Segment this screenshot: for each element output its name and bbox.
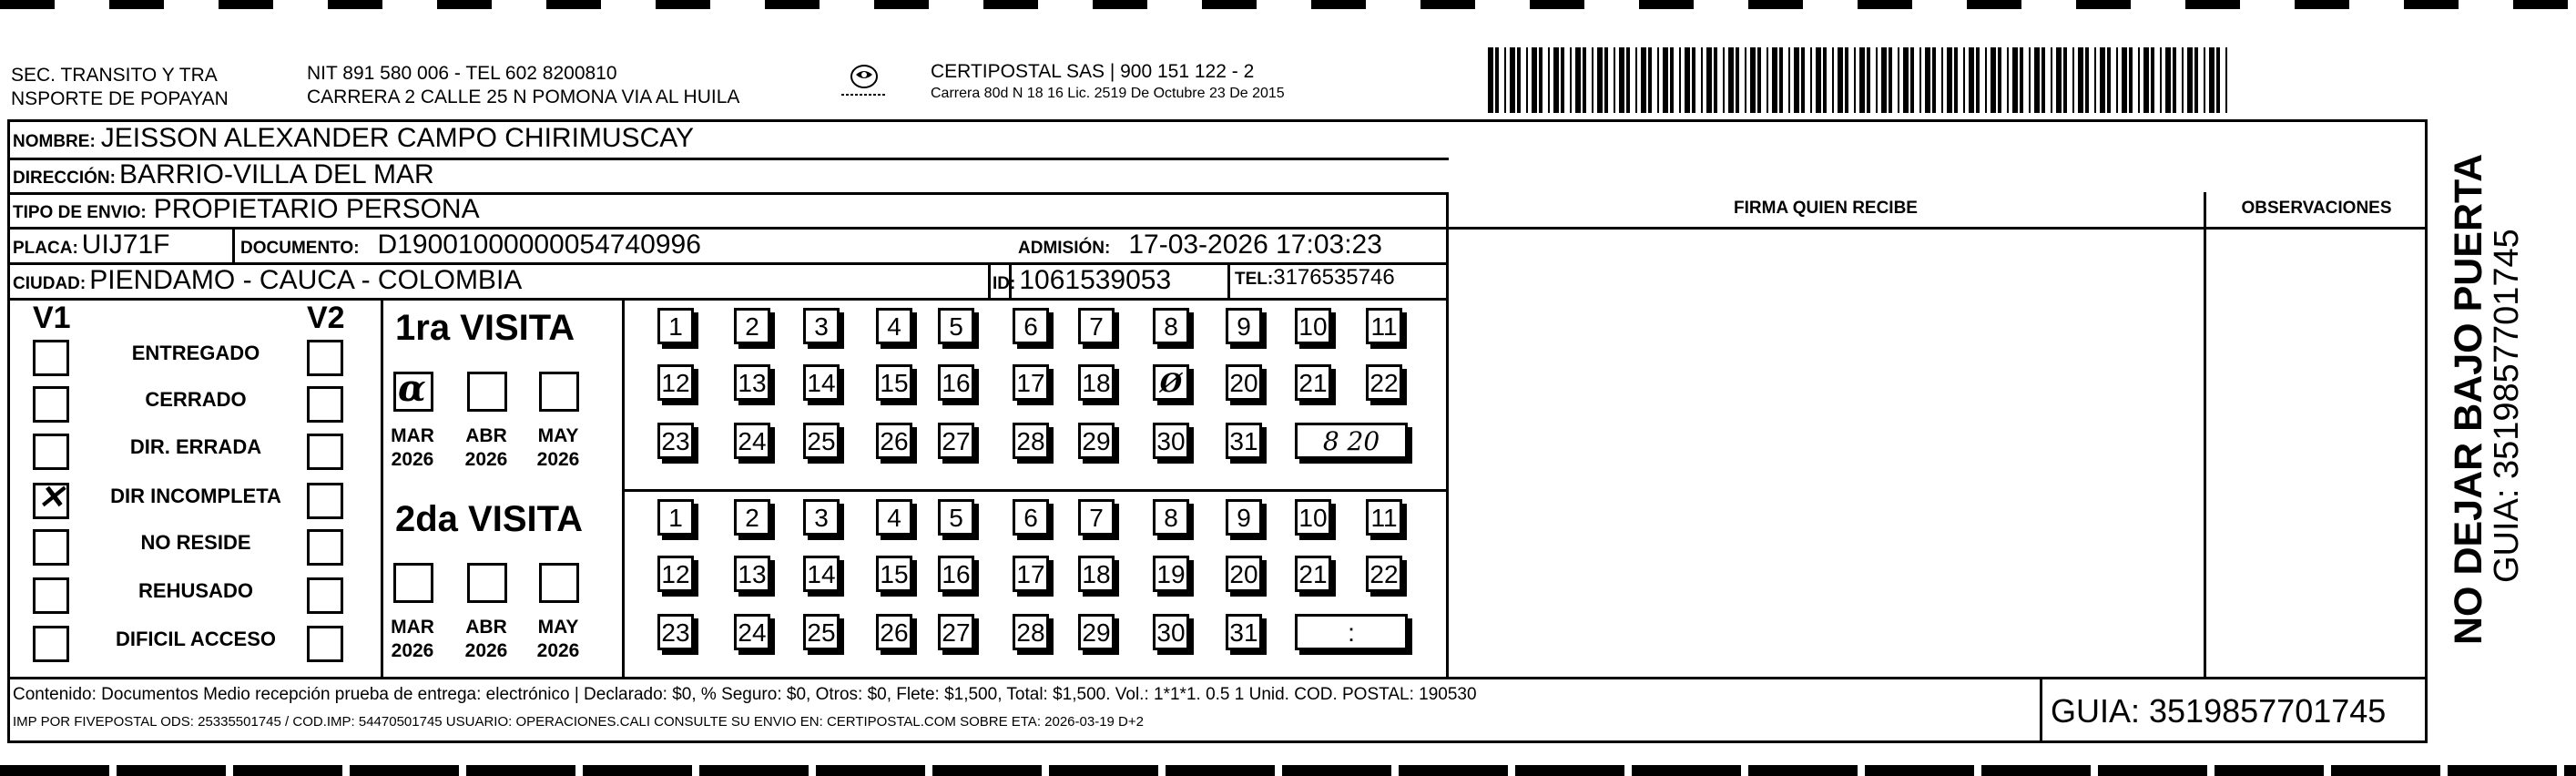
status-label: ENTREGADO [131,342,260,364]
barcode-bar [1692,47,1695,113]
v2-checkbox[interactable] [307,386,343,423]
barcode-bar [2034,47,2040,113]
ciudad-field [13,265,522,296]
barcode-bar [1779,47,1783,113]
tel-value: 3176535746 [1273,265,1395,290]
sender-contact [307,62,739,109]
v1-checkbox[interactable] [33,340,69,376]
barcode-bar [2116,47,2118,113]
direccion-label: DIRECCIÓN: [13,168,116,188]
direccion-field [13,159,434,190]
admision-value: 17-03-2026 17:03:23 [1128,230,1382,260]
sender-address: CARRERA 2 CALLE 25 N POMONA VIA AL HUILA [307,87,740,107]
barcode-bar [1838,47,1843,113]
day-box[interactable]: 13 [734,556,770,592]
barcode-bar [2138,47,2140,113]
tipo-envio-value: PROPIETARIO PERSONA [153,194,480,224]
tel-label: TEL: [1235,270,1274,289]
barcode-bar [2182,47,2184,113]
barcode-bar [1679,47,1681,113]
barcode-bar [2194,47,2198,113]
tear-dash [0,0,55,9]
month-checkbox[interactable] [393,367,433,412]
status-label: CERRADO [145,388,247,411]
barcode-bar [1619,47,1624,113]
time-box[interactable]: : [1295,614,1408,650]
status-label: NO RESIDE [140,531,251,554]
tear-dash [1420,0,1475,9]
day-box[interactable]: 5 [938,499,974,536]
barcode-bar [2143,47,2149,113]
barcode-bar [1706,47,1712,113]
day-box[interactable]: 29 [1078,423,1115,459]
v2-checkbox[interactable] [307,577,343,614]
barcode-bar [1750,47,1756,113]
barcode-bar [1941,47,1943,113]
day-box[interactable]: 20 [1226,556,1262,592]
day-box[interactable]: 17 [1013,556,1049,592]
barcode-bar [1876,47,1878,113]
barcode-bar [1991,47,1996,113]
day-box[interactable]: 31 [1226,423,1262,459]
barcode-bar [1859,47,1865,113]
month-label: ABR [465,425,507,446]
barcode-bar [2204,47,2205,113]
barcode-bar [1757,47,1761,113]
barcode-bar [2165,47,2171,113]
barcode-bar [1495,47,1499,113]
tear-dash [1530,0,1584,9]
barcode-bar [1685,47,1690,113]
barcode-bar [1670,47,1674,113]
tear-dash [109,0,164,9]
barcode-bar [1583,47,1586,113]
barcode-bar [1575,47,1581,113]
day-box[interactable]: 16 [938,364,974,401]
day-box[interactable]: 16 [938,556,974,592]
tear-dash [1858,0,1912,9]
barcode-bar [2122,47,2127,113]
day-box[interactable]: 1 [657,308,694,344]
documento-label: DOCUMENTO: [240,239,360,258]
barcode-bar [2007,47,2009,113]
barcode-bar [1985,47,1987,113]
tear-dash [2295,0,2349,9]
barcode-bar [1919,47,1921,113]
day-box[interactable]: 28 [1013,423,1049,459]
day-box[interactable]: 30 [1153,614,1189,650]
sender-name [11,64,229,111]
day-box[interactable]: 25 [803,423,840,459]
id-label: ID: [993,274,1016,293]
barcode-bar [1597,47,1603,113]
day-box[interactable]: 20 [1226,364,1262,401]
day-box[interactable]: 3 [803,499,840,536]
barcode-bar [1867,47,1870,113]
day-box[interactable]: 10 [1295,499,1331,536]
visit-title: 2da VISITA [395,499,583,539]
day-box[interactable]: 26 [876,614,912,650]
barcode-bar [1954,47,1958,113]
id-value: 1061539053 [1019,265,1172,295]
barcode-bar [1745,47,1746,113]
barcode-bar [2072,47,2074,113]
tear-dash [2513,0,2568,9]
tear-dash [874,0,929,9]
day-box[interactable]: 23 [657,614,694,650]
barcode-bar [1553,47,1559,113]
day-box[interactable]: 29 [1078,614,1115,650]
barcode-bar [1701,47,1703,113]
day-box[interactable]: 9 [1226,499,1262,536]
barcode-bar [1614,47,1615,113]
tear-dash [1311,0,1366,9]
sender-nit: NIT 891 580 006 - TEL 602 8200810 [307,63,617,84]
barcode-bar [2225,47,2227,113]
tear-dash [765,0,820,9]
day-box[interactable]: 2 [734,308,770,344]
month-checkbox[interactable] [467,372,507,412]
barcode-bar [1532,47,1537,113]
v1-checkbox[interactable] [33,478,69,519]
day-box[interactable]: 8 [1153,499,1189,536]
barcode-bar [2041,47,2045,113]
month-tick-icon: α [398,367,426,410]
barcode-bar [1801,47,1805,113]
barcode-bar [1657,47,1659,113]
barcode-bar [2129,47,2133,113]
barcode-bar [1925,47,1930,113]
day-box[interactable]: 15 [876,556,912,592]
barcode-bar [1823,47,1827,113]
day-box[interactable]: 28 [1013,614,1049,650]
tear-dash [2076,0,2131,9]
barcode-bar [1816,47,1821,113]
tear-dash [546,0,601,9]
status-label: DIR INCOMPLETA [110,485,281,507]
day-box[interactable]: 7 [1078,308,1115,344]
day-box[interactable]: 12 [657,364,694,401]
day-box[interactable]: 4 [876,499,912,536]
day-box[interactable]: 14 [803,364,840,401]
status-label: DIR. ERRADA [129,435,262,458]
barcode-bar [1854,47,1856,113]
barcode-bar [1592,47,1593,113]
barcode-bar [2187,47,2193,113]
firma-header: FIRMA QUIEN RECIBE [1734,199,1918,218]
day-box[interactable]: 5 [938,308,974,344]
barcode-bar [2063,47,2067,113]
day-box[interactable]: 31 [1226,614,1262,650]
v2-checkbox[interactable] [307,483,343,519]
month-year: 2026 [391,449,434,470]
v2-header: V2 [307,301,345,335]
barcode-bar [2151,47,2154,113]
barcode-bar [2216,47,2220,113]
day-box[interactable]: 27 [938,614,974,650]
day-box[interactable]: 23 [657,423,694,459]
placa-field [13,230,169,260]
footer-guia: GUIA: 3519857701745 [2051,692,2387,730]
admision-label: ADMISIÓN: [1018,239,1111,258]
barcode-bar [2173,47,2176,113]
barcode-bar [2160,47,2162,113]
sender-line-1: SEC. TRANSITO Y TRA [11,65,218,86]
barcode-bar [1517,47,1521,113]
barcode-bar [2078,47,2083,113]
nombre-label: NOMBRE: [13,132,96,151]
side-guia: GUIA: 3519857701745 [2488,229,2526,583]
month-checkbox[interactable] [393,563,433,603]
barcode-bar [2029,47,2031,113]
tear-dash [219,0,273,9]
barcode-bar [1969,47,1974,113]
month-checkbox[interactable] [467,563,507,603]
placa-label: PLACA: [13,239,78,258]
barcode-bar [2012,47,2018,113]
month-year: 2026 [464,449,508,470]
side-warning: NO DEJAR BAJO PUERTA [2447,153,2490,645]
barcode-bar [1889,47,1892,113]
placa-value: UIJ71F [81,230,170,260]
v1-checkbox[interactable] [33,626,69,662]
day-box[interactable]: 7 [1078,499,1115,536]
day-box[interactable]: 25 [803,614,840,650]
barcode [1488,47,2227,113]
month-label: ABR [465,617,507,638]
month-year: 2026 [536,449,580,470]
check-mark-icon: ✕ [37,478,66,516]
tipo-envio-field [13,194,480,225]
month-label: MAR [391,425,434,446]
barcode-bar [1714,47,1717,113]
time-box[interactable]: 8 20 [1295,423,1408,459]
day-box[interactable]: 24 [734,614,770,650]
day-box[interactable]: 26 [876,423,912,459]
v2-checkbox[interactable] [307,626,343,662]
v1-header: V1 [33,301,71,335]
tear-dash [1093,0,1147,9]
day-box[interactable]: 10 [1295,308,1331,344]
barcode-bar [2085,47,2089,113]
v2-checkbox[interactable] [307,340,343,376]
id-field [993,265,1171,296]
courier-info [931,60,1285,104]
day-box[interactable]: 9 [1226,308,1262,344]
ciudad-value: PIENDAMO - CAUCA - COLOMBIA [89,265,523,295]
v1-checkbox[interactable] [33,386,69,423]
day-box[interactable]: 30 [1153,423,1189,459]
nombre-field [13,123,694,154]
day-box[interactable]: 11 [1366,308,1402,344]
barcode-bar [1663,47,1668,113]
observaciones-header: OBSERVACIONES [2241,199,2392,218]
barcode-bar [1963,47,1965,113]
v2-checkbox[interactable] [307,434,343,470]
barcode-bar [1767,47,1768,113]
barcode-bar [1648,47,1652,113]
barcode-bar [1548,47,1550,113]
direccion-value: BARRIO-VILLA DEL MAR [118,159,434,189]
day-box[interactable]: 8 [1153,308,1189,344]
barcode-bar [1635,47,1637,113]
barcode-bar [1947,47,1952,113]
day-box[interactable]: 24 [734,423,770,459]
ciudad-label: CIUDAD: [13,274,87,293]
day-box[interactable]: 18 [1078,364,1115,401]
month-year: 2026 [391,640,434,661]
barcode-bar [1903,47,1909,113]
visit-title: 1ra VISITA [395,308,575,348]
barcode-bar [2051,47,2052,113]
status-label: DIFICIL ACCESO [115,628,276,650]
barcode-bar [1723,47,1725,113]
barcode-bar [1736,47,1739,113]
barcode-bar [1488,47,1493,113]
footer-contenido: Contenido: Documentos Medio recepción prueba de entrega: electrónico | Declarado: $0, % Seguro: $0, Otros: $0, Flete: $1,500, Total: $1,500. Vol.: 1*1*1. 0.5 1 Unid. COD. POSTAL: 190530 [13,685,1477,704]
tear-dash [2404,0,2459,9]
tipo-envio-label: TIPO DE ENVIO: [13,203,147,222]
month-label: MAY [537,425,579,446]
nombre-value: JEISSON ALEXANDER CAMPO CHIRIMUSCAY [100,123,695,153]
barcode-bar [1504,47,1506,113]
day-box[interactable]: 14 [803,556,840,592]
month-year: 2026 [536,640,580,661]
v1-checkbox[interactable] [33,577,69,614]
tear-dash [328,0,382,9]
courier-name: CERTIPOSTAL SAS | 900 151 122 - 2 [931,61,1255,82]
courier-logo-icon [838,58,891,102]
barcode-bar [1794,47,1799,113]
tear-dash [983,0,1038,9]
barcode-bar [1810,47,1812,113]
day-box[interactable]: 13 [734,364,770,401]
barcode-bar [1910,47,1914,113]
day-box[interactable]: 22 [1366,556,1402,592]
status-label: REHUSADO [138,579,253,602]
barcode-bar [1932,47,1936,113]
tear-dash [2185,0,2240,9]
v2-checkbox[interactable] [307,529,343,566]
day-box[interactable]: Ø [1153,364,1189,401]
barcode-bar [1561,47,1564,113]
barcode-bar [1641,47,1646,113]
documento-field [240,230,701,260]
day-box[interactable]: 22 [1366,364,1402,401]
tear-line-bottom [0,765,2576,776]
day-box[interactable]: 12 [657,556,694,592]
courier-license: Carrera 80d N 18 16 Lic. 2519 De Octubre 23 De 2015 [931,86,1285,101]
v1-checkbox[interactable] [33,434,69,470]
barcode-bar [1604,47,1608,113]
barcode-bar [1881,47,1887,113]
day-box[interactable]: 11 [1366,499,1402,536]
barcode-bar [2209,47,2215,113]
day-box[interactable]: 1 [657,499,694,536]
day-box[interactable]: 6 [1013,499,1049,536]
sender-line-2: NSPORTE DE POPAYAN [11,88,229,109]
barcode-bar [1626,47,1630,113]
day-box[interactable]: 21 [1295,364,1331,401]
barcode-bar [1898,47,1899,113]
documento-value: D19001000000054740996 [377,230,701,260]
day-box[interactable]: 19 [1153,556,1189,592]
barcode-bar [1728,47,1734,113]
tear-dash [1639,0,1694,9]
barcode-bar [1570,47,1572,113]
barcode-bar [2107,47,2111,113]
day-box[interactable]: 17 [1013,364,1049,401]
tel-field [1235,265,1395,291]
barcode-bar [1788,47,1790,113]
day-box[interactable]: 2 [734,499,770,536]
barcode-bar [2020,47,2023,113]
day-box[interactable]: 6 [1013,308,1049,344]
footer-imp: IMP POR FIVEPOSTAL ODS: 25335501745 / COD.IMP: 54470501745 USUARIO: OPERACIONES.CALI CONSULTE SU ENVIO EN: CERTIPOSTAL.COM SOBRE ETA: 2026-03-19 D+2 [13,714,1144,730]
day-box[interactable]: 21 [1295,556,1331,592]
month-checkbox[interactable] [539,372,579,412]
barcode-bar [2056,47,2062,113]
barcode-bar [1539,47,1543,113]
month-year: 2026 [464,640,508,661]
barcode-bar [1976,47,1980,113]
day-box[interactable]: 15 [876,364,912,401]
tear-dash [1967,0,2021,9]
barcode-bar [2094,47,2096,113]
day-box[interactable]: 4 [876,308,912,344]
barcode-bar [1772,47,1777,113]
v1-checkbox[interactable] [33,529,69,566]
tear-dash [656,0,710,9]
barcode-bar [1832,47,1834,113]
admision-field [1018,230,1382,260]
month-checkbox[interactable] [539,563,579,603]
barcode-bar [1510,47,1515,113]
day-box[interactable]: 18 [1078,556,1115,592]
barcode-bar [2100,47,2105,113]
barcode-bar [1998,47,2001,113]
barcode-bar [1845,47,1848,113]
tear-dash [1748,0,1803,9]
barcode-bar [1526,47,1528,113]
tear-dash [1202,0,1257,9]
month-label: MAR [391,617,434,638]
day-box[interactable]: 27 [938,423,974,459]
month-label: MAY [537,617,579,638]
day-box[interactable]: 3 [803,308,840,344]
tear-dash [437,0,492,9]
